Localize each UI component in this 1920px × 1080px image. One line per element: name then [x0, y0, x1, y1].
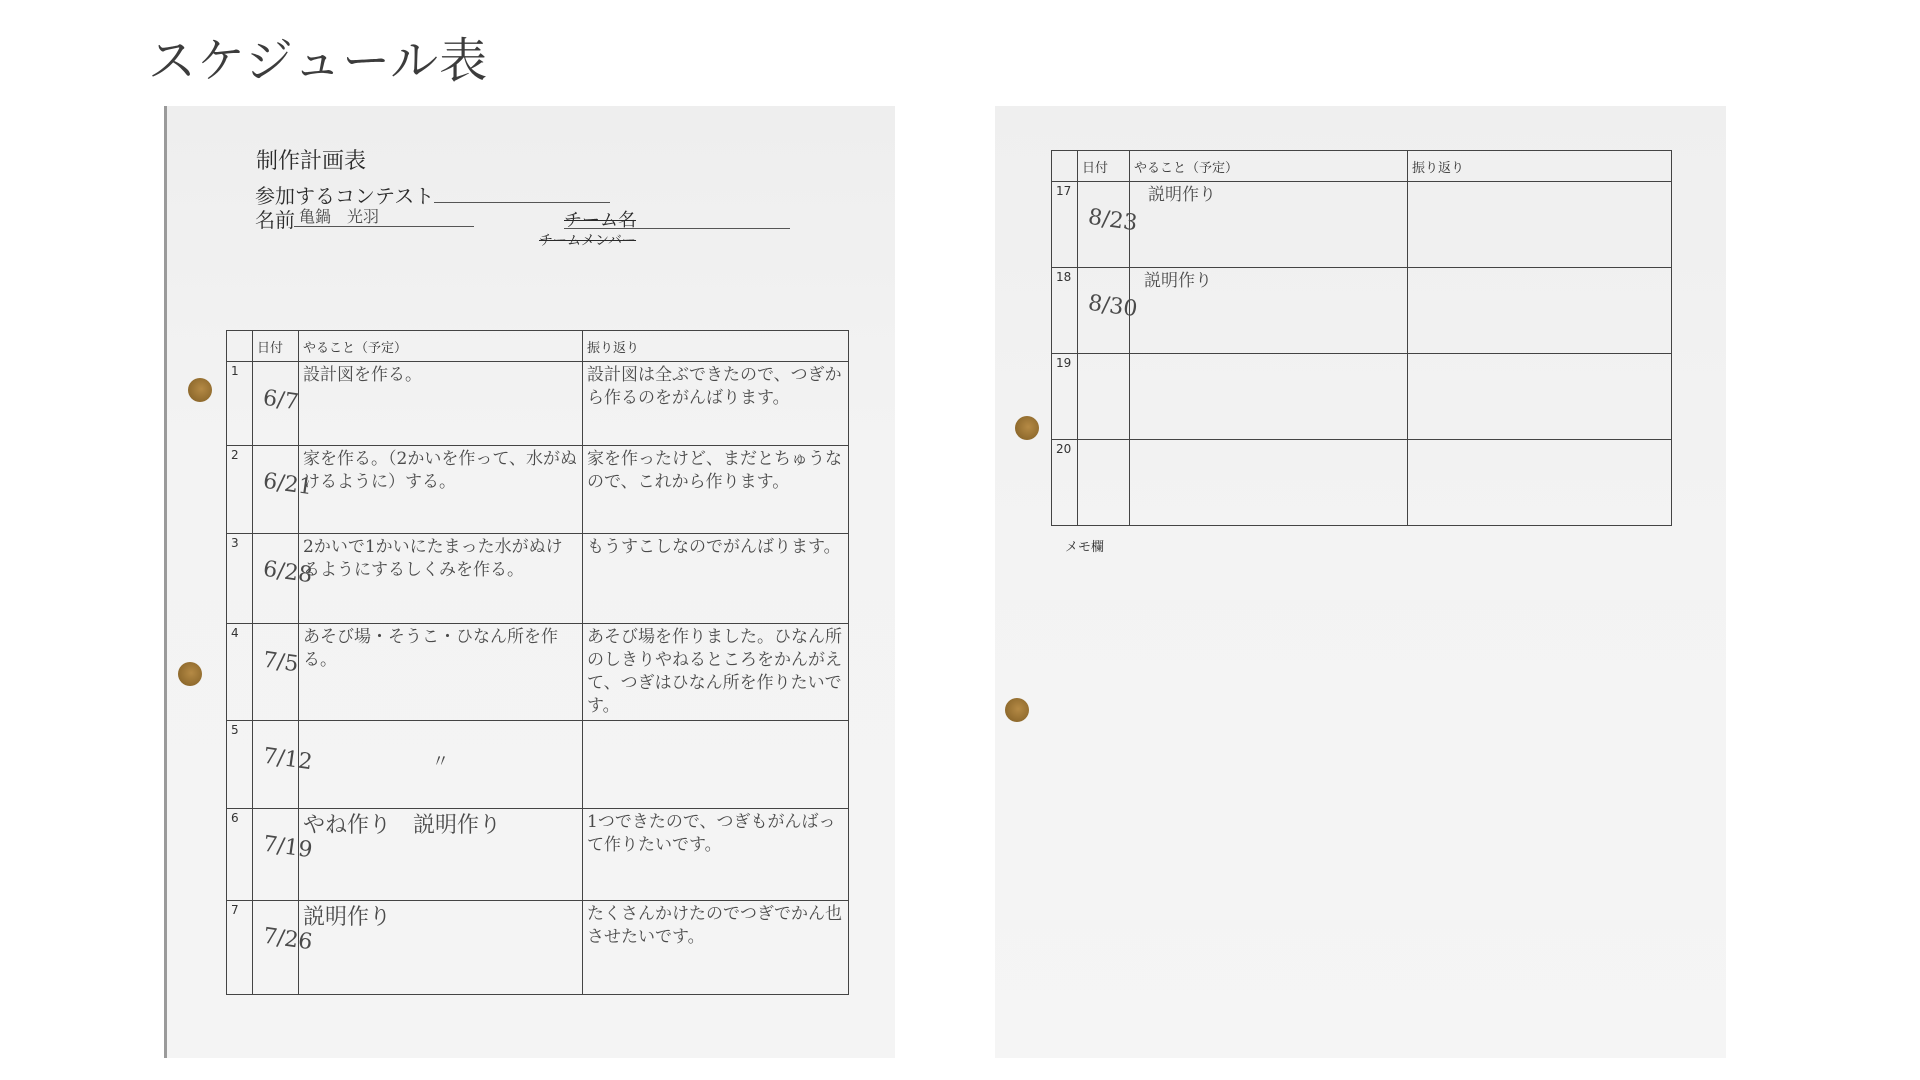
- row-todo: 2かいで1かいにたまった水がぬけるようにするしくみを作る。: [299, 534, 583, 624]
- row-number: 4: [227, 624, 253, 721]
- header-num: [227, 331, 253, 362]
- header-review: 振り返り: [583, 331, 849, 362]
- row-date: [1078, 182, 1139, 268]
- team-underline: [564, 228, 790, 229]
- row-date-text: 6/21: [261, 468, 314, 501]
- row-todo: [1130, 354, 1408, 440]
- name-value: 亀鍋 光羽: [299, 207, 380, 226]
- table-row: [227, 446, 849, 534]
- row-review: 設計図は全ぶできたので、つぎから作るのをがんばります。: [583, 362, 849, 446]
- table-row: [227, 720, 849, 808]
- name-label: 名前: [255, 208, 295, 232]
- row-review: [583, 720, 849, 808]
- row-date: [253, 900, 314, 994]
- header-todo: やること（予定）: [299, 331, 583, 362]
- left-sheet-photo: [164, 106, 895, 1058]
- sheet-title: 制作計画表: [256, 149, 367, 174]
- plan-table: [226, 330, 849, 995]
- row-number: 1: [227, 362, 253, 446]
- header-date: 日付: [1078, 151, 1130, 182]
- contest-underline: [434, 202, 610, 203]
- row-date: [253, 624, 299, 721]
- row-date: [1078, 268, 1139, 354]
- row-todo: [1130, 440, 1408, 526]
- table-row: [1052, 354, 1672, 440]
- row-date-text: 7/19: [261, 831, 314, 864]
- row-todo: 設計図を作る。: [299, 362, 583, 446]
- row-review: 1つできたので、つぎもがんばって作りたいです。: [583, 808, 849, 900]
- right-sheet-photo: [995, 106, 1726, 1058]
- table-row: [1052, 182, 1672, 268]
- row-number: 7: [227, 900, 253, 994]
- row-review: もうすこしなのでがんばります。: [583, 534, 849, 624]
- team-member-label: チームメンバー: [539, 233, 637, 249]
- row-number: 3: [227, 534, 253, 624]
- row-date-text: 6/28: [261, 556, 314, 589]
- contest-label: 参加するコンテスト: [255, 184, 435, 208]
- header-todo: やること（予定）: [1130, 151, 1408, 182]
- memo-label: メモ欄: [1065, 540, 1105, 555]
- table-row: [1052, 440, 1672, 526]
- row-review: [1408, 268, 1672, 354]
- row-date-text: 7/26: [261, 923, 314, 956]
- row-number: 6: [227, 808, 253, 900]
- row-review: [1408, 354, 1672, 440]
- row-todo: あそび場・そうこ・ひなん所を作る。: [299, 624, 583, 721]
- planning-sheet: [164, 106, 895, 1058]
- table-row: [227, 362, 849, 446]
- planning-sheet-page2: [995, 106, 1726, 1058]
- name-underline: [294, 226, 474, 227]
- row-date: [1078, 440, 1130, 526]
- row-todo: 説明作り: [1130, 182, 1408, 268]
- row-date-text: 7/5: [261, 647, 300, 678]
- table-row: [227, 534, 849, 624]
- table-row: [227, 624, 849, 721]
- table-header-row: [227, 331, 849, 362]
- row-date-text: 8/30: [1086, 290, 1139, 323]
- team-label: チーム名: [564, 210, 636, 231]
- row-todo: 説明作り: [1130, 268, 1408, 354]
- slide-title: スケジュール表: [148, 33, 489, 89]
- row-date-text: 8/23: [1086, 204, 1139, 237]
- plan-table-page2: [1051, 150, 1672, 526]
- row-number: 18: [1052, 268, 1078, 354]
- header-date: 日付: [253, 331, 299, 362]
- row-review: 家を作ったけど、まだとちゅうなので、これから作ります。: [583, 446, 849, 534]
- row-review: [1408, 182, 1672, 268]
- row-review: [1408, 440, 1672, 526]
- table-row: [1052, 268, 1672, 354]
- row-date: [253, 362, 299, 446]
- row-todo: 説明作り: [299, 900, 583, 994]
- row-date: [253, 446, 314, 534]
- row-number: 17: [1052, 182, 1078, 268]
- row-date: [1078, 354, 1130, 440]
- header-review: 振り返り: [1408, 151, 1672, 182]
- row-date-text: 6/7: [261, 385, 300, 416]
- row-date-text: 7/12: [261, 743, 314, 776]
- table-header-row: [1052, 151, 1672, 182]
- row-todo: 〃: [299, 720, 583, 808]
- row-todo: やね作り 説明作り: [299, 808, 583, 900]
- header-num: [1052, 151, 1078, 182]
- table-row: [227, 808, 849, 900]
- row-date: [253, 720, 314, 808]
- row-number: 5: [227, 720, 253, 808]
- row-number: 20: [1052, 440, 1078, 526]
- table-row: [227, 900, 849, 994]
- row-review: あそび場を作りました。ひなん所のしきりやねるところをかんがえて、つぎはひなん所を作りたいです。: [583, 624, 849, 721]
- row-date: [253, 534, 314, 624]
- row-date: [253, 808, 314, 900]
- row-number: 19: [1052, 354, 1078, 440]
- row-review: たくさんかけたのでつぎでかん也させたいです。: [583, 900, 849, 994]
- row-number: 2: [227, 446, 253, 534]
- row-todo: 家を作る。（2かいを作って、水がぬけるように）する。: [299, 446, 583, 534]
